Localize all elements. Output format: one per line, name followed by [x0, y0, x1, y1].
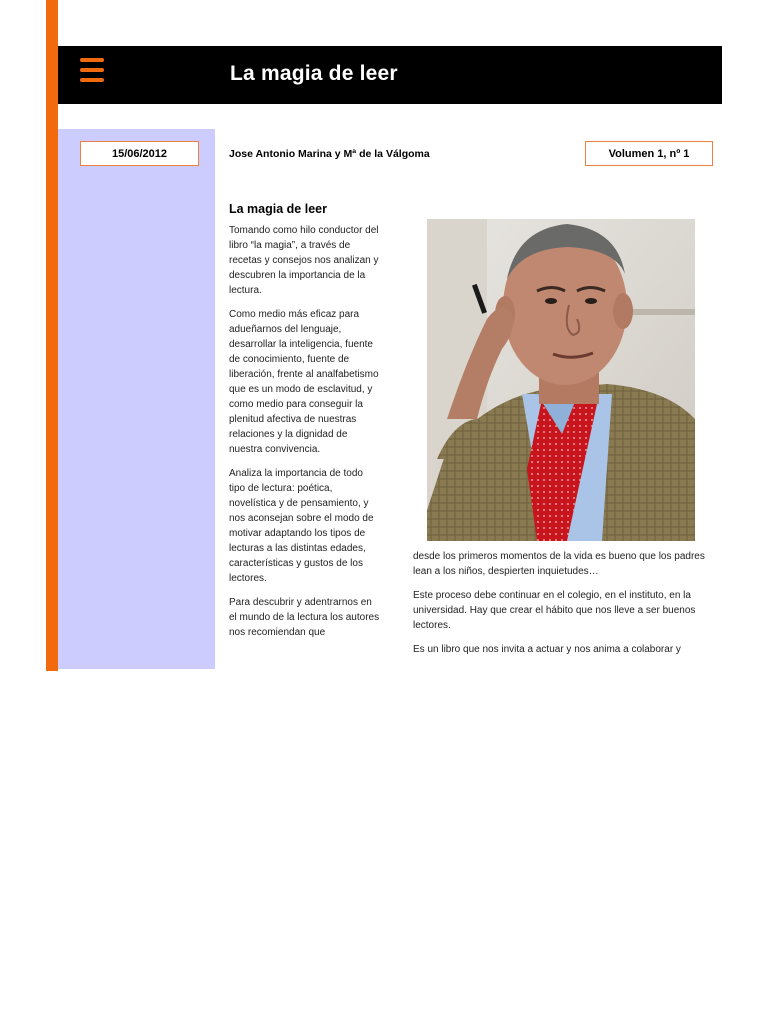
date-box: 15/06/2012 — [80, 141, 199, 166]
article-column-left — [229, 223, 381, 649]
article-title: La magia de leer — [229, 202, 327, 216]
authors-line: Jose Antonio Marina y Mª de la Válgoma — [229, 148, 430, 160]
paragraph: Analiza la importancia de todo tipo de lectura: poética, novelística y de pensamiento, y nos aconsejan sobre el modo de motivar adaptando los tipos de lecturas a las distintas edades, características y gustos de los lectores. — [229, 468, 374, 584]
author-photo — [427, 219, 695, 541]
sidebar-panel — [58, 129, 215, 669]
paragraph: Tomando como hilo conductor del libro “la magia”, a través de recetas y consejos nos analizan y descubren la importancia de la lectura. — [229, 225, 379, 296]
header-bar — [58, 46, 722, 104]
paragraph: Para descubrir y adentrarnos en el mundo de la lectura los autores nos recomiendan que — [229, 597, 380, 638]
page-title: La magia de leer — [230, 62, 398, 85]
volume-box: Volumen 1, nº 1 — [585, 141, 713, 166]
paragraph: Este proceso debe continuar en el colegio, en el instituto, en la universidad. Hay que crear el hábito que nos lleve a ser buenos lectores. — [413, 590, 696, 631]
left-accent-bar — [46, 0, 58, 671]
hamburger-menu-icon[interactable] — [80, 58, 104, 82]
paragraph: desde los primeros momentos de la vida es bueno que los padres lean a los niños, despierten inquietudes… — [413, 551, 705, 577]
paragraph: Como medio más eficaz para adueñarnos del lenguaje, desarrollar la inteligencia, fuente de conocimiento, fuente de liberación, frente al analfabetismo que es un modo de esclavitud, y como medio para conseguir la plenitud afectiva de nuestras relaciones y la dignidad de nuestra convivencia. — [229, 309, 379, 455]
article-column-right — [413, 549, 713, 666]
paragraph: Es un libro que nos invita a actuar y nos anima a colaborar y — [413, 644, 681, 655]
